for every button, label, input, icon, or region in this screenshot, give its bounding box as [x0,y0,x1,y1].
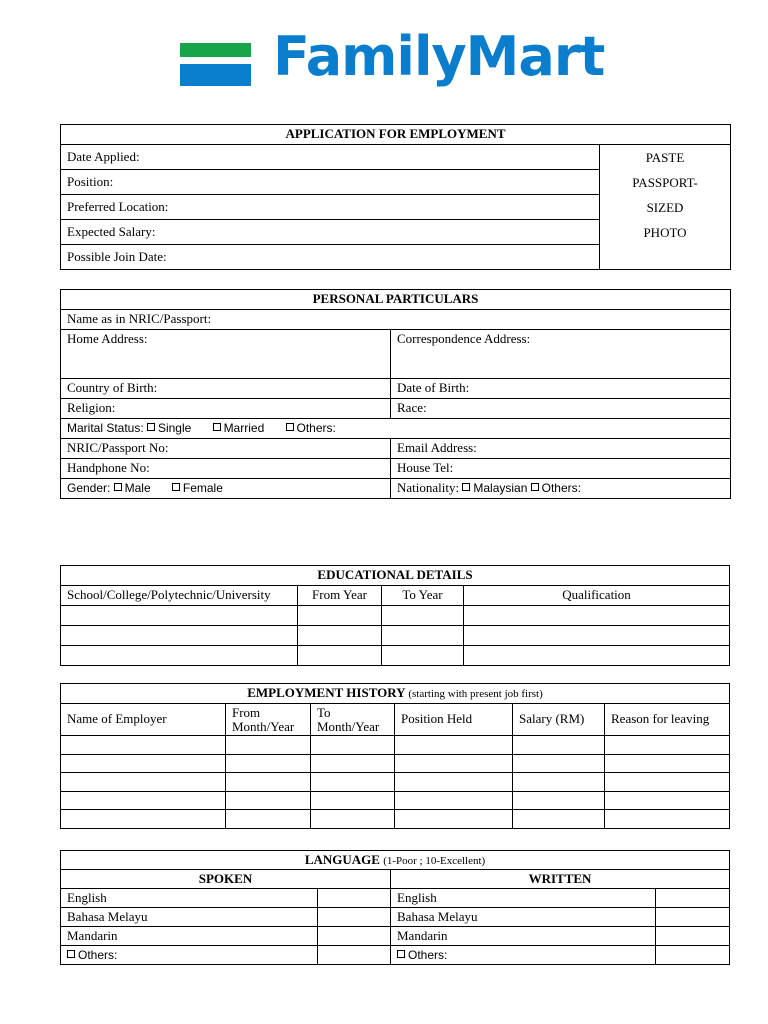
table-cell[interactable] [395,810,513,829]
spoken-score-cell[interactable] [318,927,391,946]
date-of-birth-field[interactable]: Date of Birth: [391,379,731,399]
spoken-header: SPOKEN [61,870,391,889]
column-header: Position Held [395,704,513,736]
photo-line: PASSPORT- [632,175,698,190]
column-header: Reason for leaving [605,704,730,736]
table-cell[interactable] [605,736,730,755]
marital-status-label: Marital Status: [67,421,144,436]
option-label: Others: [541,481,581,496]
possible-join-date-field[interactable]: Possible Join Date: [61,245,600,270]
table-row [61,626,730,646]
written-score-cell[interactable] [656,908,730,927]
race-field[interactable]: Race: [391,399,731,419]
checkbox-icon[interactable] [531,483,539,491]
language-label: Mandarin [61,927,318,946]
house-tel-field[interactable]: House Tel: [391,459,731,479]
table-cell[interactable] [382,606,464,626]
marital-single-option[interactable] [147,421,191,435]
nric-field[interactable]: NRIC/Passport No: [61,439,391,459]
column-header: Name of Employer [61,704,226,736]
table-cell[interactable] [382,626,464,646]
table-cell[interactable] [513,810,605,829]
table-cell[interactable] [298,646,382,666]
column-header-line: Month/Year [232,718,295,734]
checkbox-icon[interactable] [462,483,470,491]
checkbox-icon[interactable] [213,423,221,431]
table-cell[interactable] [605,773,730,792]
table-cell[interactable] [61,736,226,755]
logo-green-bar [180,43,251,57]
table-row [61,908,730,927]
table-cell[interactable] [61,646,298,666]
photo-line: SIZED [646,200,684,215]
logo-mark-icon [180,43,251,86]
language-others-option[interactable] [61,946,318,965]
table-cell[interactable] [382,646,464,666]
table-row [61,736,730,755]
table-cell[interactable] [226,810,311,829]
language-table [60,850,730,965]
table-cell[interactable] [311,773,395,792]
education-title: EDUCATIONAL DETAILS [61,566,730,586]
employment-note: (starting with present job first) [408,688,543,701]
employment-history-table [60,683,730,829]
education-table [60,565,730,666]
nationality-label: Nationality: [397,480,460,496]
column-header: Qualification [464,586,730,606]
column-header: School/College/Polytechnic/University [61,586,298,606]
handphone-field[interactable]: Handphone No: [61,459,391,479]
language-label: English [391,889,656,908]
column-header: From Year [298,586,382,606]
photo-line: PHOTO [643,225,687,240]
language-title: LANGUAGE [304,851,380,867]
application-table [60,124,731,270]
written-header: WRITTEN [391,870,730,889]
table-cell[interactable] [298,606,382,626]
table-cell[interactable] [464,626,730,646]
option-label: Married [223,421,265,436]
name-field[interactable]: Name as in NRIC/Passport: [61,310,731,330]
familymart-logo [180,25,605,102]
column-header-line: To [317,704,331,720]
preferred-location-field[interactable]: Preferred Location: [61,195,600,220]
table-row [61,773,730,792]
employment-title: EMPLOYMENT HISTORY [247,685,406,701]
country-of-birth-field[interactable]: Country of Birth: [61,379,391,399]
employment-title-cell [61,684,730,704]
table-cell[interactable] [311,736,395,755]
table-cell[interactable] [61,606,298,626]
table-cell[interactable] [226,791,311,810]
column-header-from [226,704,311,736]
table-row [61,946,730,965]
language-label: Others: [78,947,118,962]
checkbox-icon[interactable] [172,483,180,491]
gender-male-option[interactable] [114,481,151,495]
table-row [61,791,730,810]
column-header-line: Month/Year [317,718,380,734]
table-cell[interactable] [513,754,605,773]
spoken-score-cell[interactable] [318,908,391,927]
marital-status-row [61,419,731,439]
personal-title: PERSONAL PARTICULARS [61,290,731,310]
table-cell[interactable] [395,791,513,810]
table-row [61,927,730,946]
table-cell[interactable] [61,754,226,773]
table-cell[interactable] [226,773,311,792]
written-score-cell[interactable] [656,889,730,908]
option-label: Single [157,421,192,436]
gender-female-option[interactable] [172,481,223,495]
table-cell[interactable] [395,736,513,755]
personal-particulars-table [60,289,731,499]
table-cell[interactable] [226,754,311,773]
table-cell[interactable] [395,773,513,792]
table-cell[interactable] [605,754,730,773]
spoken-score-cell[interactable] [318,946,391,965]
photo-box[interactable] [600,145,731,270]
option-label: Others: [296,421,336,436]
written-score-cell[interactable] [656,927,730,946]
language-label: English [61,889,318,908]
nationality-others-option[interactable] [531,481,581,495]
spoken-score-cell[interactable] [318,889,391,908]
table-cell[interactable] [605,810,730,829]
option-label: Female [182,481,223,496]
table-cell[interactable] [226,736,311,755]
table-cell[interactable] [61,810,226,829]
column-header-line: From [232,704,261,720]
table-row [61,889,730,908]
language-others-option[interactable] [391,946,656,965]
logo-blue-bar [180,64,251,86]
language-label: Bahasa Melayu [391,908,656,927]
table-cell[interactable] [513,736,605,755]
gender-label: Gender: [67,481,111,496]
table-cell[interactable] [605,791,730,810]
table-row [61,606,730,626]
checkbox-icon[interactable] [286,423,294,431]
religion-field[interactable]: Religion: [61,399,391,419]
table-cell[interactable] [395,754,513,773]
option-label: Malaysian [473,481,528,496]
marital-others-option[interactable] [286,421,336,435]
language-label: Others: [408,947,448,962]
table-cell[interactable] [513,773,605,792]
table-cell[interactable] [311,791,395,810]
table-cell[interactable] [311,810,395,829]
option-label: Male [124,481,151,496]
written-score-cell[interactable] [656,946,730,965]
position-field[interactable]: Position: [61,170,600,195]
photo-line: PASTE [645,150,685,165]
column-header: Salary (RM) [513,704,605,736]
date-applied-field[interactable]: Date Applied: [61,145,600,170]
table-cell[interactable] [513,791,605,810]
marital-married-option[interactable] [213,421,265,435]
table-cell[interactable] [61,626,298,646]
email-field[interactable]: Email Address: [391,439,731,459]
expected-salary-field[interactable]: Expected Salary: [61,220,600,245]
table-row [61,646,730,666]
gender-row [61,479,391,499]
checkbox-icon[interactable] [147,423,155,431]
table-row [61,754,730,773]
application-title: APPLICATION FOR EMPLOYMENT [61,125,731,145]
column-header-to [311,704,395,736]
table-cell[interactable] [464,606,730,626]
table-cell[interactable] [61,791,226,810]
checkbox-icon[interactable] [67,950,75,958]
column-header: To Year [382,586,464,606]
language-label: Bahasa Melayu [61,908,318,927]
table-row [61,810,730,829]
correspondence-address-field[interactable]: Correspondence Address: [391,330,731,379]
home-address-field[interactable]: Home Address: [61,330,391,379]
nationality-malaysian-option[interactable] [462,481,527,495]
language-label: Mandarin [391,927,656,946]
nationality-row [391,479,731,499]
logo-wordmark: FamilyMart [273,25,605,88]
table-cell[interactable] [61,773,226,792]
language-title-cell [61,851,730,870]
table-cell[interactable] [464,646,730,666]
checkbox-icon[interactable] [397,950,405,958]
checkbox-icon[interactable] [114,483,122,491]
language-note: (1-Poor ; 10-Excellent) [383,854,486,867]
table-cell[interactable] [298,626,382,646]
table-cell[interactable] [311,754,395,773]
